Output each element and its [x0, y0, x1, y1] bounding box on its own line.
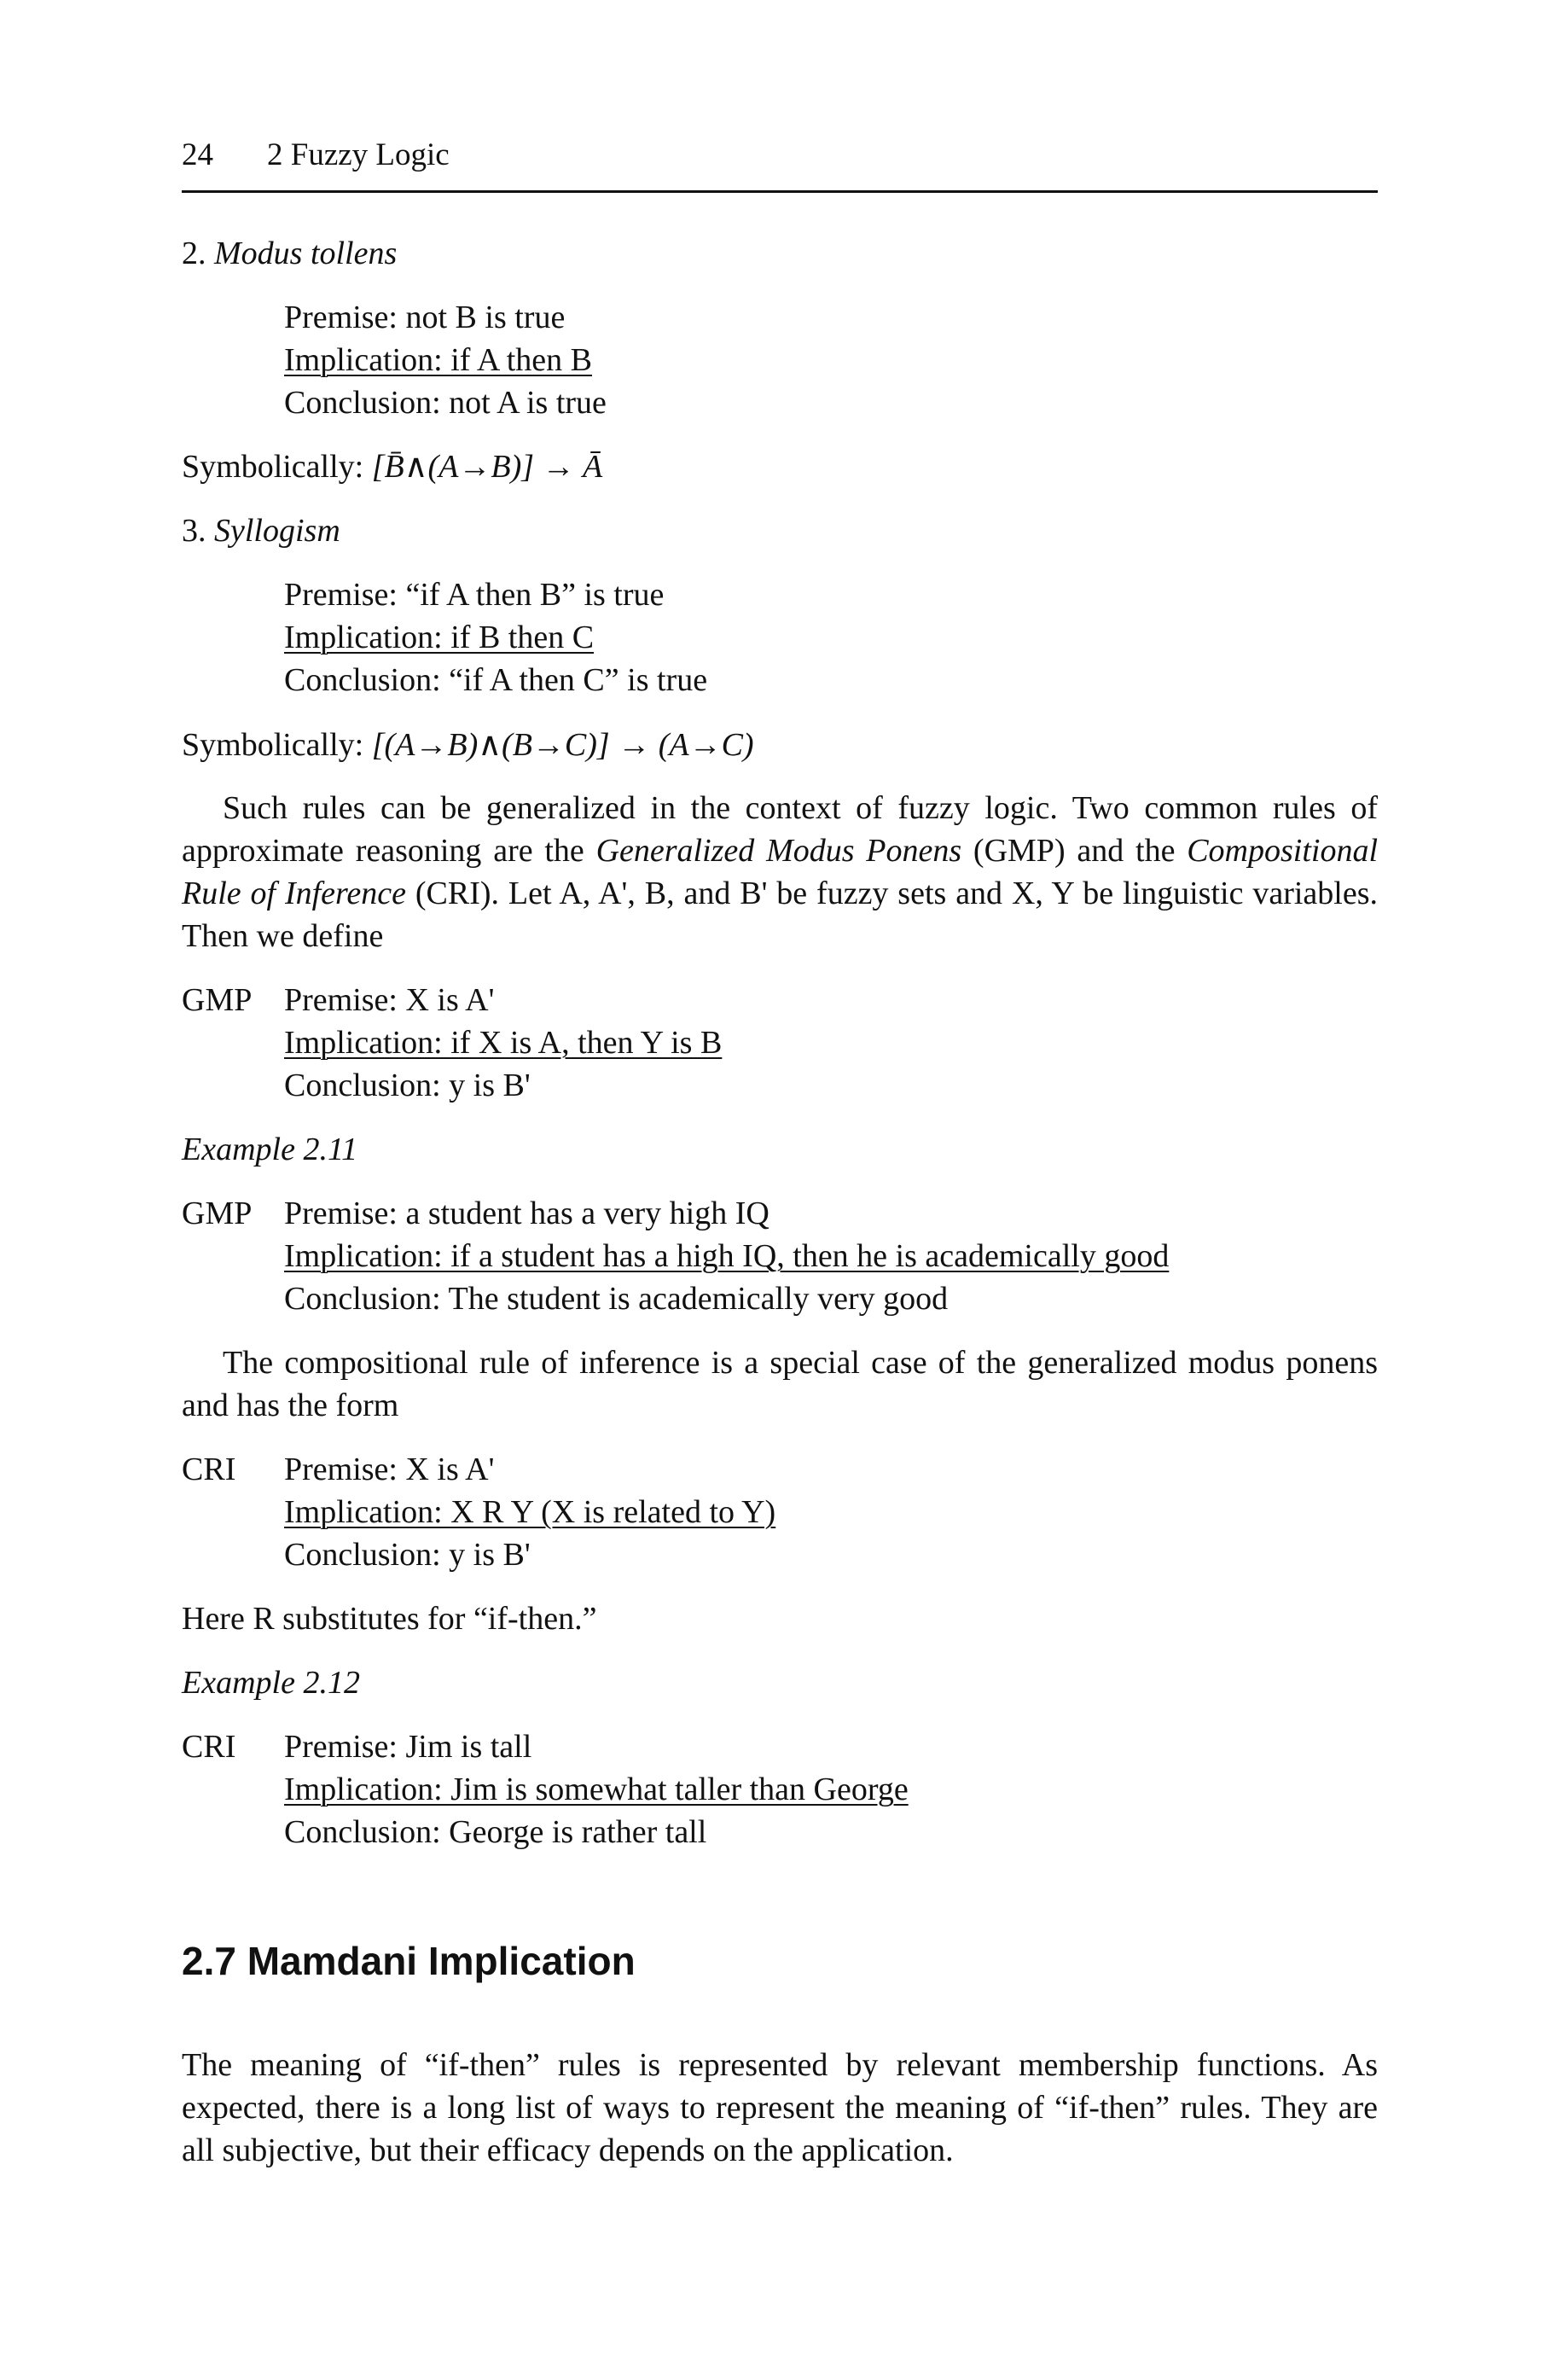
example-2-11-premise: Premise: a student has a very high IQ: [284, 1196, 769, 1231]
example-2-12-premise: Premise: Jim is tall: [284, 1729, 532, 1765]
modus-tollens-conclusion: Conclusion: not A is true: [284, 385, 607, 421]
section-paragraph: The meaning of “if-then” rules is represented by relevant membership functions. As expected, there is a long list of ways to represent the meaning of “if-then” rules. They are all subjective, but their efficacy depends on the application.: [182, 2047, 1378, 2168]
example-2-12-implication: Implication: Jim is somewhat taller than George: [284, 1772, 909, 1807]
example-2-12-title: Example 2.12: [182, 1665, 360, 1701]
example-2-11-conclusion: Conclusion: The student is academically very good: [284, 1281, 949, 1317]
modus-tollens-implication: Implication: if A then B: [284, 342, 592, 378]
gmp-implication: Implication: if X is A, then Y is B: [284, 1025, 723, 1061]
section-title: 2.7 Mamdani Implication: [182, 1939, 636, 1983]
gmp-premise: Premise: X is A': [284, 982, 495, 1018]
paragraph-gmp-intro: Such rules can be generalized in the context of fuzzy logic. Two common rules of approximate reasoning are the Generalized Modus Ponens (GMP) and the Compositional Rule of Inference (CRI). Let A, A', B, and B' be fuzzy sets and X, Y be linguistic variables. Then we define: [182, 790, 1379, 954]
example-2-11-label: GMP: [182, 1196, 253, 1231]
syllogism-implication: Implication: if B then C: [284, 620, 595, 655]
cri-label: CRI: [182, 1452, 236, 1487]
syllogism-conclusion: Conclusion: “if A then C” is true: [284, 662, 708, 698]
header-rule: [182, 190, 1378, 193]
page-number: 24: [182, 137, 213, 172]
gmp-conclusion: Conclusion: y is B': [284, 1068, 531, 1103]
modus-tollens-symbolic: Symbolically: [B̄∧(A→B)] → Ā: [182, 449, 603, 485]
cri-conclusion: Conclusion: y is B': [284, 1537, 531, 1573]
modus-tollens-heading: 2. Modus tollens: [182, 236, 398, 271]
note-r-substitutes: Here R substitutes for “if-then.”: [182, 1601, 597, 1637]
running-header: [182, 137, 1378, 174]
syllogism-premise: Premise: “if A then B” is true: [284, 577, 665, 613]
cri-premise: Premise: X is A': [284, 1452, 495, 1487]
modus-tollens-premise: Premise: not B is true: [284, 300, 566, 335]
paragraph-cri-intro: The compositional rule of inference is a special case of the generalized modus ponens and has the form: [182, 1345, 1378, 1423]
cri-implication: Implication: X R Y (X is related to Y): [284, 1494, 776, 1530]
example-2-12-label: CRI: [182, 1729, 236, 1765]
running-title: 2 Fuzzy Logic: [267, 137, 450, 172]
example-2-12-conclusion: Conclusion: George is rather tall: [284, 1814, 707, 1850]
gmp-label: GMP: [182, 982, 253, 1018]
symbolic-expression: [(A→B)∧(B→C)] → (A→C): [371, 727, 754, 763]
syllogism-heading: 3. Syllogism: [182, 513, 340, 549]
example-2-11-title: Example 2.11: [182, 1132, 358, 1167]
symbolic-expression: [B̄∧(A→B)] → Ā: [371, 449, 603, 485]
example-2-11-implication: Implication: if a student has a high IQ, then he is academically good: [284, 1238, 1170, 1274]
syllogism-symbolic: Symbolically: [(A→B)∧(B→C)] → (A→C): [182, 727, 754, 763]
